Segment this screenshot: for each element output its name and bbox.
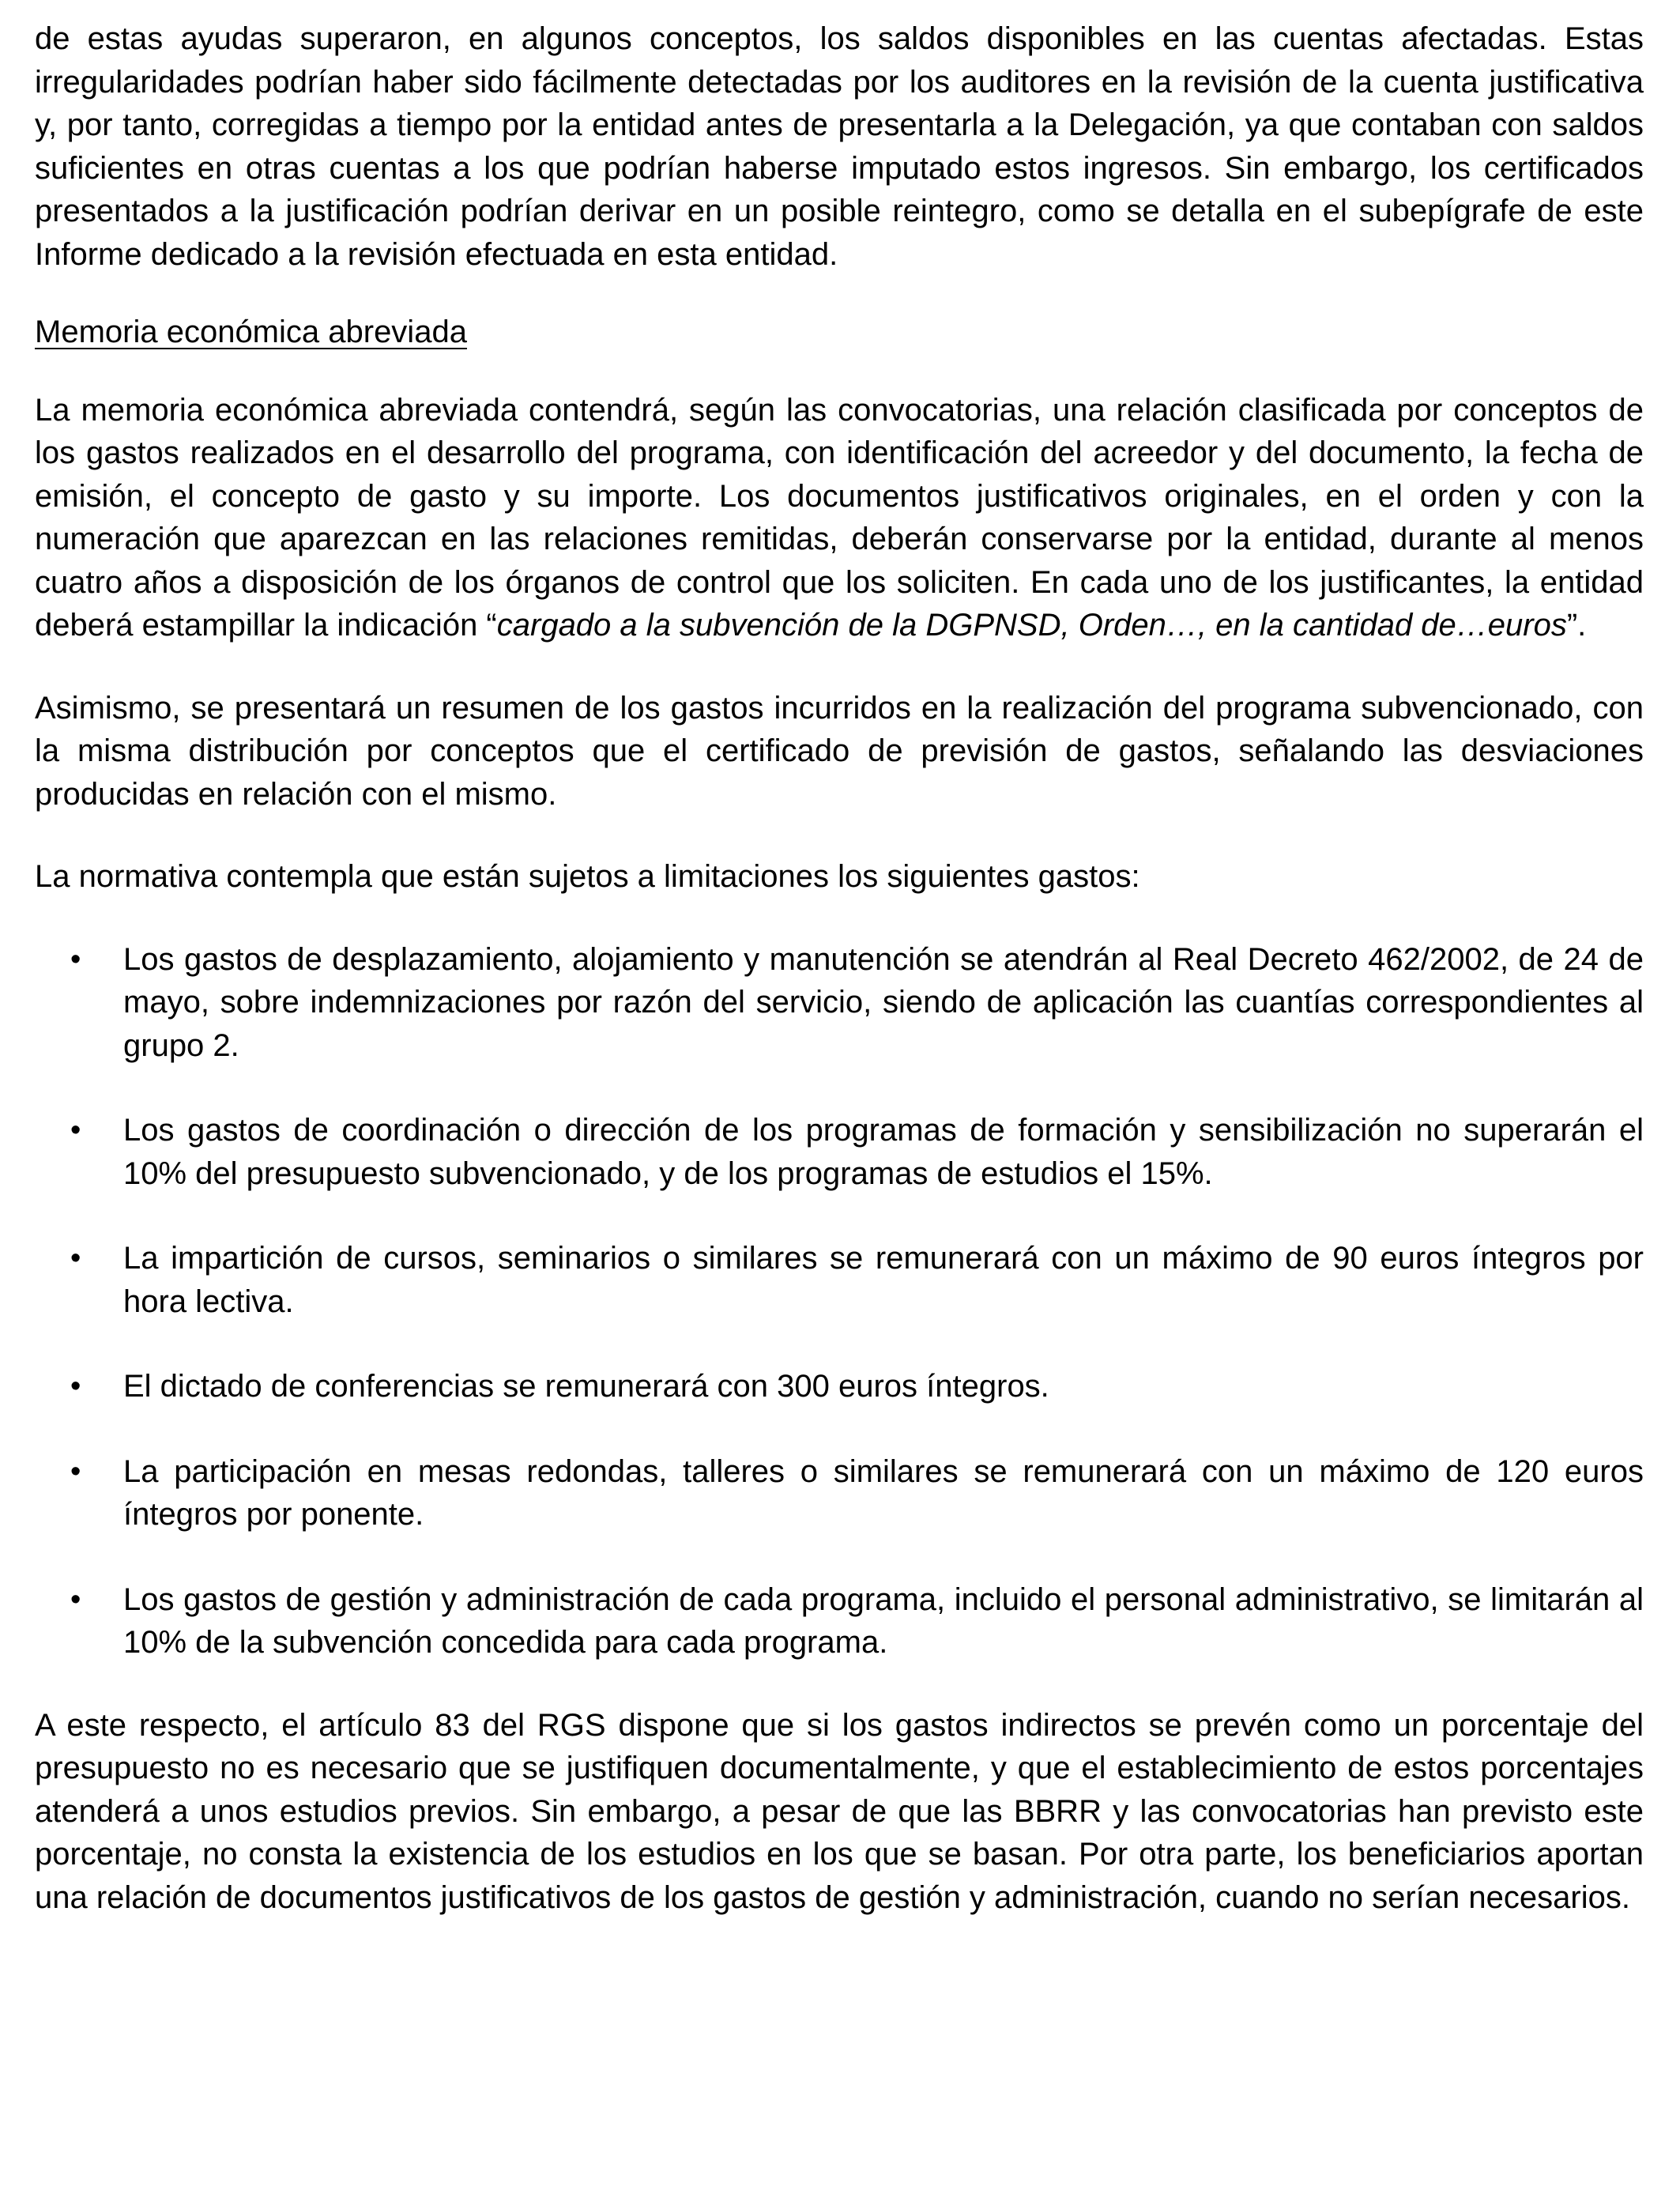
list-item xyxy=(35,1578,1644,1664)
bullet-icon: • xyxy=(70,1114,81,1147)
spacer xyxy=(35,899,1644,938)
section-heading: Memoria económica abreviada xyxy=(35,315,467,349)
bullet-icon: • xyxy=(70,942,81,976)
paragraph-memoria-text: La memoria económica abreviada contendrá, según las convocatorias, una relación clasificada por conceptos de los gastos realizados en el desarrollo del programa, con identificación del acreedor y del documento, la fecha de emisión, el concepto de gasto y su importe. Los documentos justificativos originales, en el orden y con la numeración que aparezcan en las relaciones remitidas, deberán conservarse por la entidad, durante al menos cuatro años a disposición de los órganos de control que los soliciten. En cada uno de los justificantes, la entidad deberá estampillar la indicación “ xyxy=(35,392,1644,643)
list-item-text: El dictado de conferencias se remunerará con 300 euros íntegros. xyxy=(123,1369,1049,1404)
list-item xyxy=(35,1109,1644,1195)
paragraph-conclusion: A este respecto, el artículo 83 del RGS dispone que si los gastos indirectos se prevén como un porcentaje del presupuesto no es necesario que se justifiquen documentalmente, y que el establecimiento de estos porcentajes atenderá a unos estudios previos. Sin embargo, a pesar de que las BBRR y las convocatorias han previsto este porcentaje, no consta la existencia de los estudios en los que se basan. Por otra parte, los beneficiarios aportan una relación de documentos justificativos de los gastos de gestión y administración, cuando no serían necesarios. xyxy=(35,1707,1644,1915)
bullet-icon: • xyxy=(70,1370,81,1403)
list-item-text: Los gastos de desplazamiento, alojamiento y manutención se atendrán al Real Decreto 462/2002, de 24 de mayo, sobre indemnizaciones por razón del servicio, siendo de aplicación las cuantías correspondientes al grupo 2. xyxy=(123,941,1644,1063)
paragraph-normativa: La normativa contempla que están sujetos a limitaciones los siguientes gastos: xyxy=(35,859,1140,894)
list-item xyxy=(35,1365,1644,1408)
bullet-icon: • xyxy=(70,1454,81,1488)
bullet-icon: • xyxy=(70,1242,81,1275)
document-page xyxy=(35,17,1644,1919)
paragraph-resumen: Asimismo, se presentará un resumen de los gastos incurridos en la realización del programa subvencionado, con la misma distribución por conceptos que el certificado de previsión de gastos, señalando las desviaciones producidas en relación con el mismo. xyxy=(35,690,1644,812)
limitations-list xyxy=(35,938,1644,1664)
list-item xyxy=(35,938,1644,1068)
spacer xyxy=(35,276,1644,311)
paragraph-memoria-end: ”. xyxy=(1566,608,1587,643)
list-item-text: Los gastos de coordinación o dirección de los programas de formación y sensibilización no superarán el 10% del presupuesto subvencionado, y de los programas de estudios el 15%. xyxy=(123,1113,1644,1191)
spacer xyxy=(35,354,1644,389)
list-item xyxy=(35,1237,1644,1323)
list-item-text: Los gastos de gestión y administración de cada programa, incluido el personal administrativo, se limitarán al 10% de la subvención concedida para cada programa. xyxy=(123,1581,1644,1660)
spacer xyxy=(35,647,1644,687)
list-item xyxy=(35,1450,1644,1536)
spacer xyxy=(35,816,1644,855)
list-item-text: La participación en mesas redondas, talleres o similares se remunerará con un máximo de 120 euros íntegros por ponente. xyxy=(123,1453,1644,1532)
paragraph-memoria xyxy=(35,389,1644,647)
bullet-icon: • xyxy=(70,1582,81,1616)
paragraph-intro: de estas ayudas superaron, en algunos conceptos, los saldos disponibles en las cuentas afectadas. Estas irregularidades podrían haber sido fácilmente detectadas por los auditores en la revisión de la cuenta justificativa y, por tanto, corregidas a tiempo por la entidad antes de presentarla a la Delegación, ya que contaban con saldos suficientes en otras cuentas a los que podrían haberse imputado estos ingresos. Sin embargo, los certificados presentados a la justificación podrían derivar en un posible reintegro, como se detalla en el subepígrafe de este Informe dedicado a la revisión efectuada en esta entidad. xyxy=(35,21,1644,272)
list-item-text: La impartición de cursos, seminarios o similares se remunerará con un máximo de 90 euros íntegros por hora lectiva. xyxy=(123,1241,1644,1319)
stamp-indication-text: cargado a la subvención de la DGPNSD, Orden…, en la cantidad de…euros xyxy=(496,608,1567,643)
